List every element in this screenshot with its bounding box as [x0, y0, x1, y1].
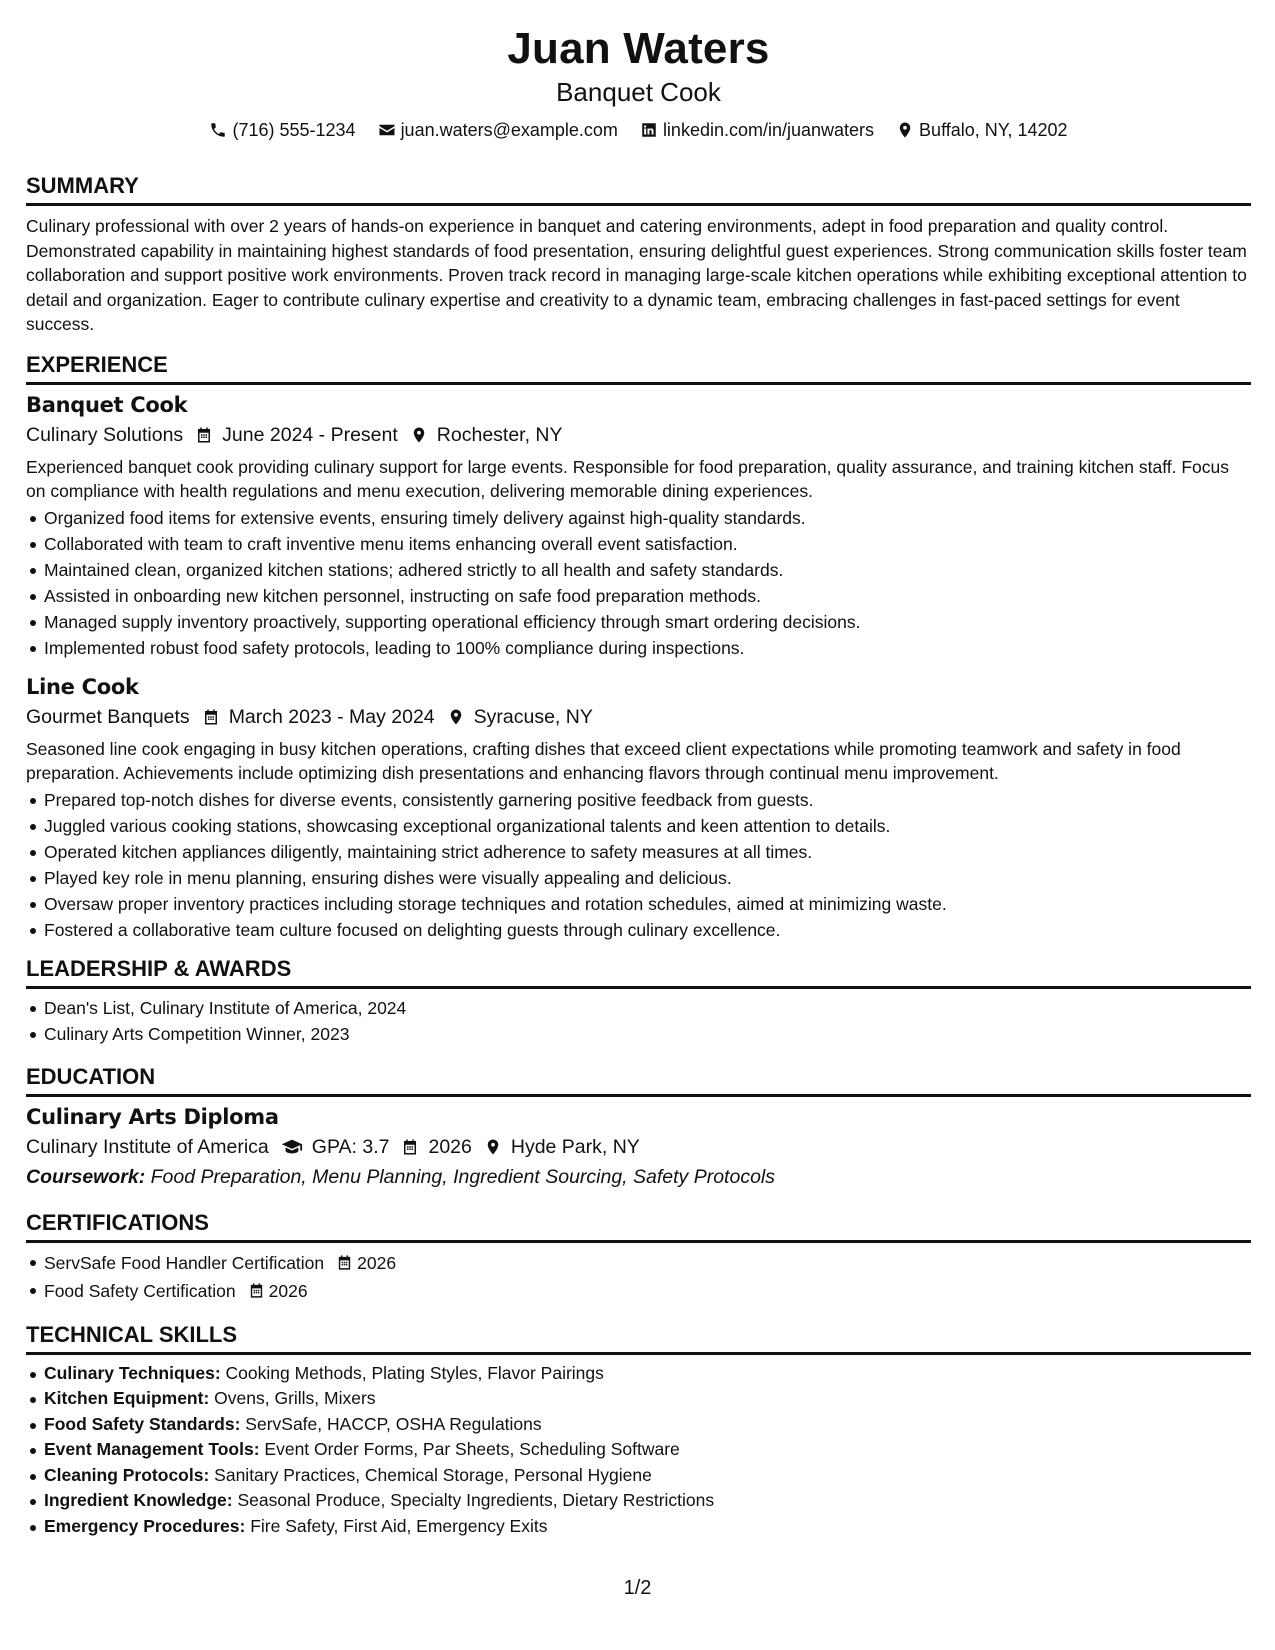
- page-number: 1/2: [623, 1577, 652, 1599]
- job-bullets: [26, 505, 1251, 661]
- skill-label: Culinary Techniques:: [44, 1362, 221, 1383]
- contact-phone-text: (716) 555-1234: [232, 120, 356, 140]
- candidate-name: Juan Waters: [507, 24, 770, 73]
- contact-location-text: Buffalo, NY, 14202: [919, 120, 1068, 140]
- candidate-role: Banquet Cook: [556, 77, 721, 107]
- calendar-icon: [248, 1282, 265, 1299]
- skill-value: ServSafe, HACCP, OSHA Regulations: [245, 1413, 542, 1434]
- list-item: Assisted in onboarding new kitchen personnel, instructing on safe food preparation methods.: [26, 583, 1251, 609]
- contact-bar: [26, 118, 1251, 142]
- resume-header: [26, 22, 1251, 142]
- skill-label: Emergency Procedures:: [44, 1515, 246, 1536]
- list-item: Juggled various cooking stations, showcasing exceptional organizational talents and keen attention to details.: [26, 813, 1251, 839]
- education-meta: [26, 1133, 1251, 1161]
- school-name: Culinary Institute of America: [26, 1135, 269, 1158]
- skills-section: [26, 1321, 1251, 1540]
- job-location: Syracuse, NY: [473, 705, 593, 728]
- list-item: [26, 1277, 1251, 1305]
- location-pin-icon: [410, 426, 428, 444]
- job-meta: [26, 703, 1251, 731]
- skills-heading: TECHNICAL SKILLS: [26, 1321, 1251, 1355]
- list-item: Oversaw proper inventory practices including storage techniques and rotation schedules, aimed at minimizing waste.: [26, 891, 1251, 917]
- certification-year: 2026: [357, 1252, 397, 1273]
- linkedin-icon: [640, 121, 658, 139]
- list-item: Collaborated with team to craft inventive menu items enhancing overall event satisfaction.: [26, 531, 1251, 557]
- skill-label: Food Safety Standards:: [44, 1413, 241, 1434]
- location-pin-icon: [484, 1138, 502, 1156]
- skill-label: Kitchen Equipment:: [44, 1388, 210, 1408]
- list-item: [26, 1249, 1251, 1277]
- job-entry: [26, 391, 1251, 661]
- contact-location: [896, 118, 1067, 142]
- education-section: [26, 1063, 1251, 1191]
- list-item: Culinary Arts Competition Winner, 2023: [26, 1021, 1251, 1047]
- certification-name: ServSafe Food Handler Certification: [44, 1252, 325, 1273]
- summary-heading: SUMMARY: [26, 172, 1251, 206]
- calendar-icon: [401, 1138, 419, 1156]
- calendar-icon: [202, 708, 220, 726]
- list-item: [26, 1437, 1251, 1463]
- list-item: Organized food items for extensive events, ensuring timely delivery against high-quality standards.: [26, 505, 1251, 531]
- job-title: Banquet Cook: [26, 392, 188, 417]
- education-entry: [26, 1103, 1251, 1191]
- experience-section: [26, 351, 1251, 943]
- awards-list: [26, 995, 1251, 1047]
- skill-value: Ovens, Grills, Mixers: [214, 1388, 376, 1408]
- skill-label: Cleaning Protocols:: [44, 1464, 210, 1485]
- list-item: [26, 1412, 1251, 1438]
- summary-text: Culinary professional with over 2 years of hands-on experience in banquet and catering environments, adept in food preparation and quality control. Demonstrated capability in maintaining highest standards of food presentation, ensuring delightful guest experiences. Strong communication skills foster team collaboration and support positive work environments. Proven track record in managing large-scale kitchen operations while exhibiting exceptional attention to detail and organization. Eager to contribute culinary expertise and creativity to a dynamic team, embracing challenges in fast-paced settings for event success.: [26, 216, 1247, 334]
- skill-value: Cooking Methods, Plating Styles, Flavor Pairings: [225, 1362, 604, 1383]
- job-company: Culinary Solutions: [26, 423, 184, 446]
- skill-value: Event Order Forms, Par Sheets, Scheduling Software: [264, 1439, 680, 1459]
- list-item: Implemented robust food safety protocols, leading to 100% compliance during inspections.: [26, 635, 1251, 661]
- contact-linkedin-text: linkedin.com/in/juanwaters: [662, 120, 875, 140]
- envelope-icon: [378, 121, 396, 139]
- job-location: Rochester, NY: [436, 423, 563, 446]
- job-bullets: [26, 787, 1251, 943]
- location-pin-icon: [447, 708, 465, 726]
- contact-phone[interactable]: [209, 118, 355, 142]
- awards-section: [26, 955, 1251, 1047]
- list-item: Prepared top-notch dishes for diverse events, consistently garnering positive feedback from guests.: [26, 787, 1251, 813]
- coursework-label: Coursework:: [26, 1165, 146, 1188]
- contact-email[interactable]: [378, 118, 618, 142]
- job-entry: [26, 673, 1251, 943]
- phone-icon: [209, 121, 227, 139]
- certifications-heading: CERTIFICATIONS: [26, 1209, 1251, 1243]
- job-company: Gourmet Banquets: [26, 705, 190, 728]
- degree-title: Culinary Arts Diploma: [26, 1104, 279, 1129]
- certification-year: 2026: [268, 1280, 308, 1301]
- list-item: [26, 1463, 1251, 1489]
- skills-list: [26, 1361, 1251, 1540]
- education-location: Hyde Park, NY: [510, 1135, 640, 1158]
- education-gpa: GPA: 3.7: [311, 1135, 390, 1158]
- contact-linkedin[interactable]: [640, 118, 874, 142]
- list-item: [26, 1488, 1251, 1514]
- certification-name: Food Safety Certification: [44, 1280, 236, 1301]
- list-item: [26, 1514, 1251, 1540]
- list-item: Fostered a collaborative team culture focused on delighting guests through culinary excellence.: [26, 917, 1251, 943]
- coursework: [26, 1163, 1251, 1191]
- list-item: Dean's List, Culinary Institute of America, 2024: [26, 995, 1251, 1021]
- calendar-icon: [195, 426, 213, 444]
- education-year: 2026: [428, 1135, 472, 1158]
- resume-page: [26, 22, 1251, 1539]
- coursework-list: Food Preparation, Menu Planning, Ingredient Sourcing, Safety Protocols: [150, 1165, 775, 1188]
- skill-value: Sanitary Practices, Chemical Storage, Personal Hygiene: [214, 1464, 652, 1485]
- contact-email-text: juan.waters@example.com: [400, 120, 618, 140]
- skill-label: Event Management Tools:: [44, 1439, 260, 1459]
- list-item: [26, 1361, 1251, 1387]
- list-item: Maintained clean, organized kitchen stations; adhered strictly to all health and safety standards.: [26, 557, 1251, 583]
- summary-section: [26, 172, 1251, 337]
- list-item: Operated kitchen appliances diligently, maintaining strict adherence to safety measures at all times.: [26, 839, 1251, 865]
- skill-value: Fire Safety, First Aid, Emergency Exits: [250, 1515, 548, 1536]
- job-dates: March 2023 - May 2024: [228, 705, 435, 728]
- experience-list: [26, 391, 1251, 943]
- skill-value: Seasonal Produce, Specialty Ingredients, Dietary Restrictions: [237, 1490, 715, 1510]
- education-heading: EDUCATION: [26, 1063, 1251, 1097]
- job-title: Line Cook: [26, 674, 139, 699]
- list-item: [26, 1386, 1251, 1412]
- list-item: Managed supply inventory proactively, supporting operational efficiency through smart ordering decisions.: [26, 609, 1251, 635]
- job-meta: [26, 421, 1251, 449]
- skill-label: Ingredient Knowledge:: [44, 1490, 233, 1510]
- list-item: Played key role in menu planning, ensuring dishes were visually appealing and delicious.: [26, 865, 1251, 891]
- certifications-list: [26, 1249, 1251, 1305]
- job-dates: June 2024 - Present: [222, 423, 398, 446]
- job-description: Experienced banquet cook providing culinary support for large events. Responsible for food preparation, quality assurance, and training kitchen staff. Focus on compliance with health regulations and menu execution, delivering memorable dining experiences.: [26, 456, 1230, 501]
- experience-heading: EXPERIENCE: [26, 351, 1251, 385]
- job-description: Seasoned line cook engaging in busy kitchen operations, crafting dishes that exceed client expectations while promoting teamwork and safety in food preparation. Achievements include optimizing dish presentations and enhancing flavors through continual menu improvement.: [26, 738, 1181, 783]
- calendar-icon: [336, 1254, 353, 1271]
- location-pin-icon: [896, 121, 914, 139]
- certifications-section: [26, 1209, 1251, 1305]
- graduation-cap-icon: [281, 1136, 303, 1158]
- awards-heading: LEADERSHIP & AWARDS: [26, 955, 1251, 989]
